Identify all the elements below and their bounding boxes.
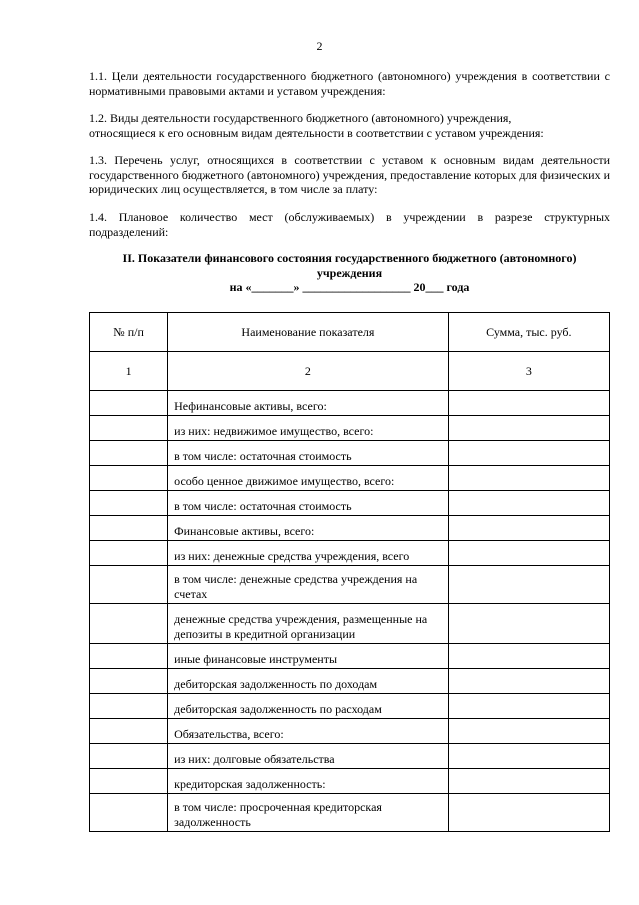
amount-cell <box>448 769 609 794</box>
amount-cell <box>448 391 609 416</box>
paragraph-1-2 <box>89 111 610 140</box>
header-amount: Сумма, тыс. руб. <box>448 313 609 352</box>
indicator-name: из них: денежные средства учреждения, всего <box>168 541 449 566</box>
amount-cell <box>448 541 609 566</box>
amount-cell <box>448 416 609 441</box>
amount-cell <box>448 604 609 644</box>
table-row <box>90 604 610 644</box>
amount-cell <box>448 466 609 491</box>
table-header-row <box>90 313 610 352</box>
table-row <box>90 794 610 832</box>
table-row <box>90 391 610 416</box>
header-number: № п/п <box>90 313 168 352</box>
header-indicator-name: Наименование показателя <box>168 313 449 352</box>
amount-cell <box>448 491 609 516</box>
table-row <box>90 541 610 566</box>
table-row <box>90 694 610 719</box>
row-number-cell <box>90 491 168 516</box>
indicator-name: кредиторская задолженность: <box>168 769 449 794</box>
paragraph-1-4: 1.4. Плановое количество мест (обслуживаемых) в учреждении в разрезе структурных подразделений: <box>89 210 610 239</box>
row-number-cell <box>90 604 168 644</box>
row-number-cell <box>90 391 168 416</box>
row-number-cell <box>90 744 168 769</box>
table-row <box>90 719 610 744</box>
row-number-cell <box>90 794 168 832</box>
indicator-name: Нефинансовые активы, всего: <box>168 391 449 416</box>
row-number-cell <box>90 644 168 669</box>
indicator-name: Финансовые активы, всего: <box>168 516 449 541</box>
row-number-cell <box>90 466 168 491</box>
amount-cell <box>448 566 609 604</box>
indicator-name: денежные средства учреждения, размещенные на депозиты в кредитной организации <box>168 604 449 644</box>
row-number-cell <box>90 541 168 566</box>
table-row <box>90 744 610 769</box>
indicator-name: в том числе: денежные средства учреждения на счетах <box>168 566 449 604</box>
table-row <box>90 491 610 516</box>
row-number-cell <box>90 769 168 794</box>
table-row <box>90 466 610 491</box>
table-row <box>90 441 610 466</box>
table-row <box>90 769 610 794</box>
indicator-name: из них: недвижимое имущество, всего: <box>168 416 449 441</box>
section-date-line: на «_______» __________________ 20___ года <box>229 280 470 294</box>
row-number-cell <box>90 694 168 719</box>
row-number-cell <box>90 566 168 604</box>
column-number-3: 3 <box>448 352 609 391</box>
financial-indicators-table <box>89 312 610 832</box>
amount-cell <box>448 644 609 669</box>
row-number-cell <box>90 719 168 744</box>
column-numbers-row <box>90 352 610 391</box>
indicator-name: иные финансовые инструменты <box>168 644 449 669</box>
row-number-cell <box>90 441 168 466</box>
amount-cell <box>448 694 609 719</box>
indicator-name: дебиторская задолженность по доходам <box>168 669 449 694</box>
indicator-name: из них: долговые обязательства <box>168 744 449 769</box>
paragraph-1-2-line-2: относящиеся к его основным видам деятельности в соответствии с уставом учреждения: <box>89 125 544 140</box>
table-row <box>90 416 610 441</box>
row-number-cell <box>90 669 168 694</box>
indicator-name: Обязательства, всего: <box>168 719 449 744</box>
indicator-name: в том числе: остаточная стоимость <box>168 491 449 516</box>
page-number: 2 <box>316 39 323 53</box>
paragraph-1-2-line-1: 1.2. Виды деятельности государственного бюджетного (автономного) учреждения, <box>89 111 512 125</box>
amount-cell <box>448 441 609 466</box>
indicator-name: в том числе: просроченная кредиторская задолженность <box>168 794 449 832</box>
amount-cell <box>448 744 609 769</box>
amount-cell <box>448 719 609 744</box>
amount-cell <box>448 669 609 694</box>
row-number-cell <box>90 416 168 441</box>
row-number-cell <box>90 516 168 541</box>
table-row <box>90 644 610 669</box>
table-row <box>90 669 610 694</box>
table-row <box>90 516 610 541</box>
amount-cell <box>448 794 609 832</box>
indicator-name: в том числе: остаточная стоимость <box>168 441 449 466</box>
indicator-name: дебиторская задолженность по расходам <box>168 694 449 719</box>
column-number-1: 1 <box>90 352 168 391</box>
paragraph-1-1: 1.1. Цели деятельности государственного бюджетного (автономного) учреждения в соответствии с нормативными правовыми актами и уставом учреждения: <box>89 69 610 98</box>
table-row <box>90 566 610 604</box>
section-heading <box>89 251 610 295</box>
paragraph-1-3: 1.3. Перечень услуг, относящихся в соответствии с уставом к основным видам деятельности государственного бюджетного (автономного) учреждения, предоставление которых для физических и юридических лиц осуществляется, в том числе за плату: <box>89 153 610 196</box>
amount-cell <box>448 516 609 541</box>
section-title: II. Показатели финансового состояния государственного бюджетного (автономного) учреждения <box>122 251 577 280</box>
indicator-name: особо ценное движимое имущество, всего: <box>168 466 449 491</box>
column-number-2: 2 <box>168 352 449 391</box>
